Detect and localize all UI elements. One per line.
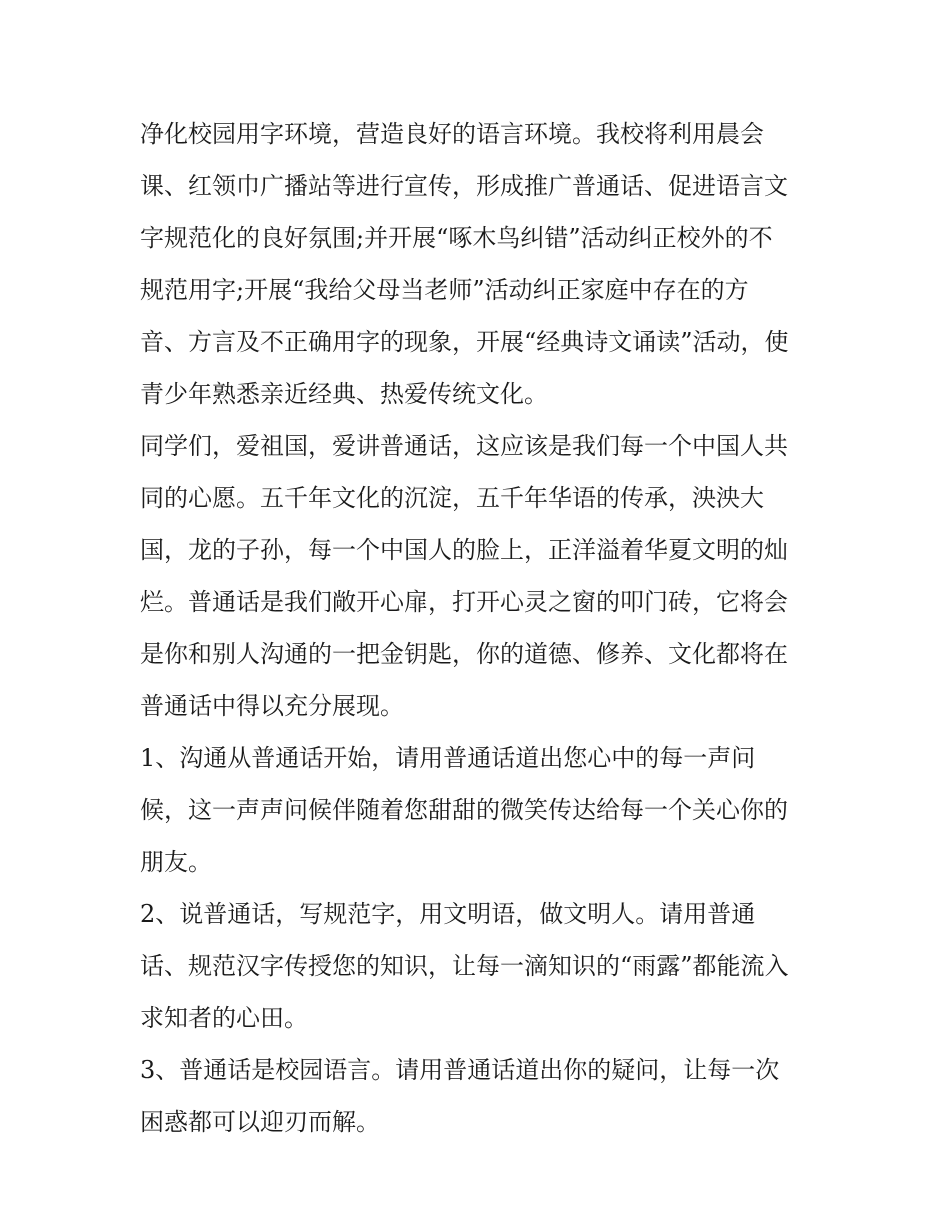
text-line: 音、方言及不正确用字的现象，开展“经典诗文诵读”活动，使 — [140, 328, 789, 356]
text-line: 话、规范汉字传授您的知识，让每一滴知识的“雨露”都能流入 — [140, 952, 789, 980]
text-line: 3、普通话是校园语言。请用普通话道出你的疑问，让每一次 — [140, 1056, 780, 1084]
paragraph-students-appeal — [140, 420, 820, 732]
document-body — [140, 108, 820, 1148]
list-item-2 — [140, 888, 820, 1044]
text-line: 朋友。 — [140, 848, 212, 876]
text-line: 1、沟通从普通话开始，请用普通话道出您心中的每一声问 — [140, 744, 756, 772]
text-line: 规范用字;开展“我给父母当老师”活动纠正家庭中存在的方 — [140, 276, 749, 304]
text-line: 烂。普通话是我们敞开心扉，打开心灵之窗的叩门砖，它将会 — [140, 588, 788, 616]
text-line: 课、红领巾广播站等进行宣传，形成推广普通话、促进语言文 — [140, 172, 788, 200]
text-line: 求知者的心田。 — [140, 1004, 308, 1032]
text-line: 同的心愿。五千年文化的沉淀，五千年华语的传承，泱泱大 — [140, 484, 764, 512]
text-line: 困惑都可以迎刃而解。 — [140, 1108, 380, 1136]
text-line: 普通话中得以充分展现。 — [140, 692, 404, 720]
text-line: 候，这一声声问候伴随着您甜甜的微笑传达给每一个关心你的 — [140, 796, 788, 824]
paragraph-school-environment — [140, 108, 820, 420]
text-line: 字规范化的良好氛围;并开展“啄木鸟纠错”活动纠正校外的不 — [140, 224, 773, 252]
text-line: 净化校园用字环境，营造良好的语言环境。我校将利用晨会 — [140, 120, 764, 148]
text-line: 是你和别人沟通的一把金钥匙，你的道德、修养、文化都将在 — [140, 640, 788, 668]
list-item-1 — [140, 732, 820, 888]
list-item-3 — [140, 1044, 820, 1148]
text-line: 2、说普通话，写规范字，用文明语，做文明人。请用普通 — [140, 900, 756, 928]
text-line: 青少年熟悉亲近经典、热爱传统文化。 — [140, 380, 548, 408]
text-line: 国，龙的子孙，每一个中国人的脸上，正洋溢着华夏文明的灿 — [140, 536, 788, 564]
text-line: 同学们，爱祖国，爱讲普通话，这应该是我们每一个中国人共 — [140, 432, 788, 460]
